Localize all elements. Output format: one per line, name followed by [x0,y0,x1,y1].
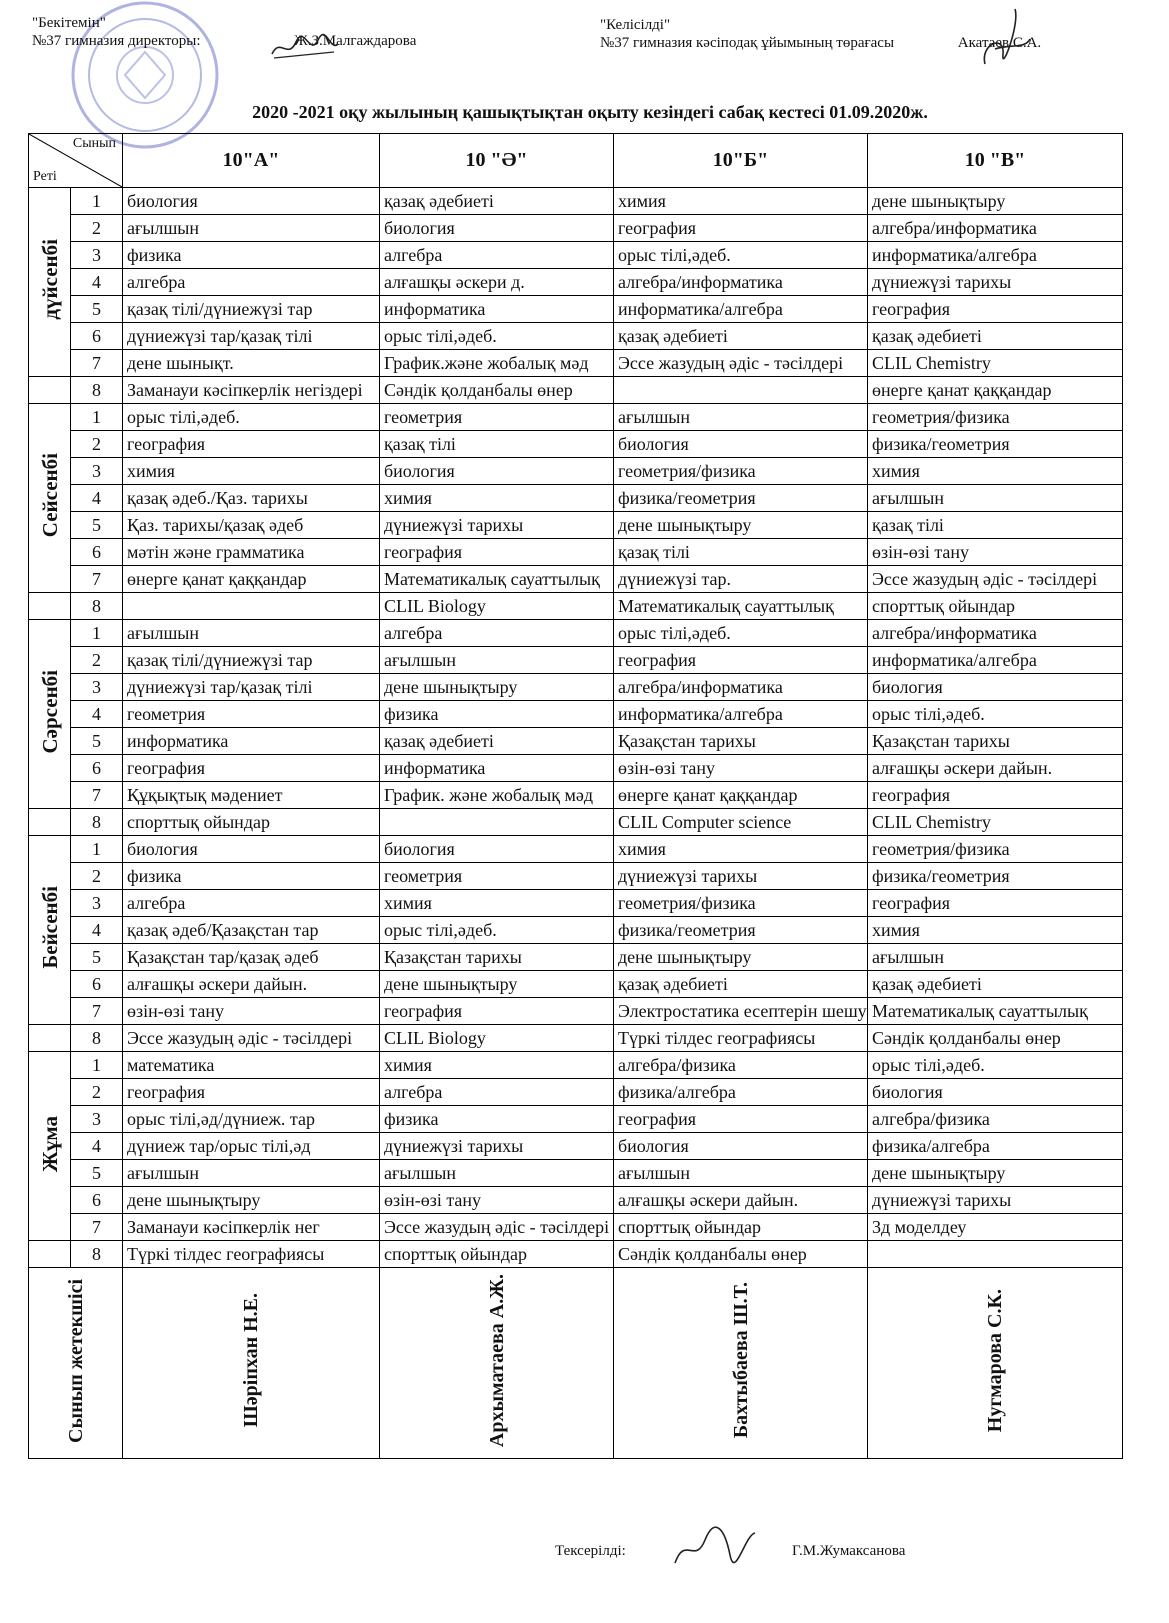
lesson-cell: спорттық ойындар [123,809,380,836]
lesson-number: 2 [71,1079,123,1106]
lesson-cell: өзін-өзі тану [380,1187,614,1214]
lesson-row [29,1241,1123,1268]
lesson-cell: химия [380,485,614,512]
lesson-cell: география [868,890,1123,917]
lesson-cell: қазақ әдеб./Қаз. тарихы [123,485,380,512]
day-cell-extra [29,593,71,620]
lesson-cell: CLIL Biology [380,1025,614,1052]
day-name: Бейсенбі [37,886,62,969]
lesson-cell: CLIL Computer science [614,809,868,836]
schedule-table [28,133,1123,1459]
lesson-cell: химия [614,188,868,215]
lesson-number: 3 [71,890,123,917]
lesson-row [29,512,1123,539]
class-header: 10 "Ә" [380,134,614,188]
lesson-cell: физика/геометрия [868,863,1123,890]
lesson-cell: физика/геометрия [614,485,868,512]
lesson-cell: ағылшын [123,1160,380,1187]
lesson-number: 7 [71,998,123,1025]
lesson-cell: орыс тілі,әд/дүниеж. тар [123,1106,380,1133]
lesson-cell: қазақ әдеб/Қазақстан тар [123,917,380,944]
lesson-cell: ағылшын [614,1160,868,1187]
lesson-cell: Қаз. тарихы/қазақ әдеб [123,512,380,539]
lesson-cell: спорттық ойындар [380,1241,614,1268]
lesson-cell: Эссе жазудың әдіс - тәсілдері [614,350,868,377]
lesson-cell: география [380,539,614,566]
lesson-cell: химия [380,890,614,917]
lesson-cell: қазақ тілі [380,431,614,458]
lesson-cell: геометрия/физика [614,890,868,917]
lesson-cell: Математикалық сауаттылық [614,593,868,620]
lesson-number: 1 [71,620,123,647]
lesson-cell: математика [123,1052,380,1079]
lesson-number: 4 [71,485,123,512]
homeroom-teacher: Архыматаева А.Ж. [485,1273,508,1448]
class-header: 10"Б" [614,134,868,188]
lesson-cell: Математикалық сауаттылық [868,998,1123,1025]
lesson-cell: география [614,1106,868,1133]
homeroom-label: Сынып жетекшісі [64,1278,87,1443]
lesson-cell: химия [614,836,868,863]
lesson-cell: география [123,755,380,782]
day-name: Жұма [37,1115,62,1172]
lesson-row [29,1079,1123,1106]
lesson-number: 6 [71,1187,123,1214]
lesson-row [29,377,1123,404]
lesson-row [29,1052,1123,1079]
lesson-cell: ағылшын [123,215,380,242]
lesson-cell: география [123,1079,380,1106]
lesson-row [29,215,1123,242]
lesson-number: 1 [71,404,123,431]
lesson-cell: дене шынықт. [123,350,380,377]
lesson-row [29,863,1123,890]
lesson-row [29,242,1123,269]
lesson-cell: Қазақстан тарихы [614,728,868,755]
lesson-number: 6 [71,755,123,782]
lesson-row [29,944,1123,971]
lesson-number: 3 [71,674,123,701]
lesson-cell: физика [380,701,614,728]
lesson-cell: орыс тілі,әдеб. [868,701,1123,728]
lesson-number: 1 [71,188,123,215]
lesson-cell: информатика [380,755,614,782]
table-header-row [29,134,1123,188]
lesson-cell: Заманауи кәсіпкерлік нег [123,1214,380,1241]
lesson-row [29,620,1123,647]
lesson-cell: информатика/алгебра [614,701,868,728]
agreement-role: №37 гимназия кәсіподақ ұйымының төрағасы [600,35,895,51]
lesson-cell: геометрия/физика [868,404,1123,431]
homeroom-teacher-cell [868,1268,1123,1459]
lesson-row [29,701,1123,728]
lesson-cell: физика [123,863,380,890]
lesson-row [29,1106,1123,1133]
lesson-cell [123,593,380,620]
lesson-cell: дүниежүзі тар. [614,566,868,593]
lesson-row [29,539,1123,566]
lesson-cell: физика/алгебра [614,1079,868,1106]
lesson-number: 7 [71,1214,123,1241]
lesson-row [29,296,1123,323]
lesson-row [29,998,1123,1025]
lesson-number: 4 [71,917,123,944]
approval-role: №37 гимназия директоры: [32,33,201,49]
lesson-cell: дене шынықтыру [123,1187,380,1214]
lesson-cell: информатика [380,296,614,323]
union-signature [975,4,1035,74]
lesson-cell: Электростатика есептерін шешу [614,998,868,1025]
lesson-cell: геометрия [123,701,380,728]
day-cell [29,188,71,377]
approval-block [32,14,416,50]
lesson-cell: дүниежүзі тарихы [380,512,614,539]
lesson-cell: алгебра/информатика [868,215,1123,242]
lesson-cell: дүниежүзі тарихы [614,863,868,890]
lesson-cell: биология [123,836,380,863]
lesson-number: 7 [71,566,123,593]
lesson-cell: география [868,296,1123,323]
lesson-cell: география [123,431,380,458]
lesson-number: 7 [71,350,123,377]
lesson-number: 2 [71,215,123,242]
lesson-cell: физика/геометрия [614,917,868,944]
lesson-number: 2 [71,863,123,890]
lesson-cell: биология [380,215,614,242]
lesson-cell: қазақ әдебиеті [380,188,614,215]
lesson-row [29,1214,1123,1241]
lesson-cell: алгебра/информатика [614,674,868,701]
lesson-cell: График.және жобалық мәд [380,350,614,377]
lesson-row [29,431,1123,458]
lesson-number: 4 [71,1133,123,1160]
lesson-row [29,404,1123,431]
lesson-row [29,1187,1123,1214]
lesson-cell: дүниежүзі тарихы [868,269,1123,296]
lesson-cell: биология [614,1133,868,1160]
verifier-signature [670,1525,760,1570]
lesson-cell: Сәндік қолданбалы өнер [380,377,614,404]
lesson-cell: қазақ әдебиеті [868,971,1123,998]
day-cell-extra [29,377,71,404]
lesson-cell: дүниежүзі тарихы [380,1133,614,1160]
lesson-cell: химия [868,458,1123,485]
day-cell [29,836,71,1025]
lesson-cell: география [614,647,868,674]
lesson-row [29,188,1123,215]
lesson-row [29,350,1123,377]
lesson-cell: ағылшын [868,944,1123,971]
lesson-cell: қазақ тілі/дүниежүзі тар [123,647,380,674]
lesson-number: 8 [71,809,123,836]
lesson-cell: Қазақстан тар/қазақ әдеб [123,944,380,971]
lesson-number: 5 [71,296,123,323]
lesson-row [29,1160,1123,1187]
lesson-cell: дене шынықтыру [614,944,868,971]
lesson-cell: алгебра/информатика [868,620,1123,647]
lesson-cell: спорттық ойындар [868,593,1123,620]
lesson-cell: биология [868,1079,1123,1106]
lesson-cell: ағылшын [380,647,614,674]
lesson-cell [868,1241,1123,1268]
day-name: Сәрсенбі [37,669,62,754]
lesson-number: 5 [71,1160,123,1187]
lesson-cell: физика [123,242,380,269]
lesson-row [29,728,1123,755]
lesson-cell [614,377,868,404]
lesson-cell: биология [123,188,380,215]
lesson-cell: CLIL Biology [380,593,614,620]
lesson-cell: биология [868,674,1123,701]
lesson-cell: Заманауи кәсіпкерлік негіздері [123,377,380,404]
lesson-cell: алгебра [380,620,614,647]
day-cell-extra [29,1241,71,1268]
lesson-number: 8 [71,1025,123,1052]
lesson-cell: өзін-өзі тану [123,998,380,1025]
corner-cell [29,134,123,188]
lesson-number: 1 [71,836,123,863]
lesson-cell: география [614,215,868,242]
lesson-cell: алгебра/физика [868,1106,1123,1133]
lesson-cell: физика [380,1106,614,1133]
agreement-title: "Келісілді" [600,17,671,33]
lesson-cell: қазақ тілі [614,539,868,566]
lesson-cell: Сәндік қолданбалы өнер [868,1025,1123,1052]
lesson-number: 8 [71,377,123,404]
lesson-number: 4 [71,269,123,296]
corner-class-label: Сынып [72,136,116,151]
lesson-cell: дене шынықтыру [380,971,614,998]
lesson-cell: орыс тілі,әдеб. [380,917,614,944]
lesson-number: 5 [71,944,123,971]
lesson-cell: информатика/алгебра [614,296,868,323]
homeroom-teacher: Нугмарова С.К. [984,1288,1006,1433]
lesson-number: 6 [71,323,123,350]
approval-name: Ж.З.Малгаждарова [294,33,417,49]
lesson-cell: физика/геометрия [868,431,1123,458]
lesson-cell: Түркі тілдес географиясы [123,1241,380,1268]
lesson-number: 3 [71,458,123,485]
lesson-cell: қазақ әдебиеті [614,971,868,998]
lesson-cell: CLIL Chemistry [868,809,1123,836]
lesson-cell: геометрия/физика [614,458,868,485]
lesson-cell: мәтін және грамматика [123,539,380,566]
lesson-cell: дене шынықтыру [868,188,1123,215]
lesson-cell: дене шынықтыру [868,1160,1123,1187]
lesson-cell: Құқықтық мәдениет [123,782,380,809]
lesson-number: 8 [71,593,123,620]
day-cell [29,404,71,593]
lesson-number: 8 [71,1241,123,1268]
lesson-row [29,1133,1123,1160]
director-signature [270,32,340,62]
lesson-cell: химия [123,458,380,485]
homeroom-teacher-cell [123,1268,380,1459]
lesson-row [29,971,1123,998]
lesson-row [29,809,1123,836]
lesson-number: 2 [71,647,123,674]
corner-order-label: Реті [33,169,57,184]
lesson-row [29,674,1123,701]
lesson-row [29,1025,1123,1052]
lesson-cell: өнерге қанат қаққандар [614,782,868,809]
lesson-cell: өзін-өзі тану [868,539,1123,566]
lesson-row [29,458,1123,485]
verified-label: Тексерілді: [555,1543,626,1559]
lesson-cell: информатика/алгебра [868,242,1123,269]
lesson-row [29,836,1123,863]
lesson-cell [380,809,614,836]
lesson-cell: ағылшын [868,485,1123,512]
lesson-cell: Математикалық сауаттылық [380,566,614,593]
day-cell-extra [29,1025,71,1052]
day-cell [29,1052,71,1241]
lesson-row [29,755,1123,782]
lesson-cell: биология [380,836,614,863]
lesson-cell: информатика/алгебра [868,647,1123,674]
lesson-row [29,593,1123,620]
lesson-cell: география [868,782,1123,809]
lesson-number: 4 [71,701,123,728]
lesson-cell: химия [380,1052,614,1079]
lesson-cell: алгебра/физика [614,1052,868,1079]
lesson-cell: ағылшын [380,1160,614,1187]
lesson-cell: Эссе жазудың әдіс - тәсілдері [123,1025,380,1052]
lesson-cell: қазақ әдебиеті [614,323,868,350]
lesson-cell: химия [868,917,1123,944]
homeroom-teacher-cell [380,1268,614,1459]
lesson-cell: дүниежүзі тар/қазақ тілі [123,674,380,701]
lesson-cell: орыс тілі,әдеб. [868,1052,1123,1079]
lesson-cell: Түркі тілдес географиясы [614,1025,868,1052]
homeroom-teacher-cell [614,1268,868,1459]
homeroom-label-cell [29,1268,123,1459]
lesson-cell: 3д моделдеу [868,1214,1123,1241]
lesson-number: 3 [71,1106,123,1133]
lesson-row [29,782,1123,809]
lesson-number: 7 [71,782,123,809]
lesson-cell: қазақ әдебиеті [868,323,1123,350]
lesson-number: 2 [71,431,123,458]
class-header: 10"А" [123,134,380,188]
lesson-row [29,917,1123,944]
lesson-cell: дүниежүзі тарихы [868,1187,1123,1214]
lesson-cell: алғашқы әскери дайын. [868,755,1123,782]
day-cell [29,620,71,809]
class-header: 10 "В" [868,134,1123,188]
lesson-number: 5 [71,728,123,755]
lesson-cell: биология [380,458,614,485]
agreement-name: Акатаев С.А. [957,35,1042,51]
lesson-cell: өнерге қанат қаққандар [123,566,380,593]
lesson-cell: График. және жобалық мәд [380,782,614,809]
lesson-cell: алғашқы әскери дайын. [123,971,380,998]
lesson-cell: Эссе жазудың әдіс - тәсілдері [380,1214,614,1241]
lesson-cell: география [380,998,614,1025]
lesson-cell: қазақ тілі [868,512,1123,539]
lesson-cell: алғашқы әскери д. [380,269,614,296]
lesson-cell: дүниежүзі тар/қазақ тілі [123,323,380,350]
homeroom-teacher: Шәріпхан Н.Е. [240,1293,262,1428]
lesson-number: 1 [71,1052,123,1079]
lesson-cell: Қазақстан тарихы [380,944,614,971]
lesson-cell: алгебра [123,890,380,917]
lesson-cell: геометрия/физика [868,836,1123,863]
lesson-row [29,269,1123,296]
lesson-cell: қазақ әдебиеті [380,728,614,755]
lesson-row [29,890,1123,917]
lesson-cell: геометрия [380,404,614,431]
homeroom-row [29,1268,1123,1459]
homeroom-teacher: Бахтыбаева Ш.Т. [729,1282,752,1439]
approval-title: "Бекітемін" [32,15,106,31]
lesson-row [29,647,1123,674]
lesson-cell: алгебра [380,1079,614,1106]
lesson-cell: алғашқы әскери дайын. [614,1187,868,1214]
lesson-row [29,485,1123,512]
lesson-number: 5 [71,512,123,539]
lesson-cell: дене шынықтыру [380,674,614,701]
lesson-cell: ағылшын [614,404,868,431]
day-name: дүйсенбі [37,239,62,320]
lesson-cell: өнерге қанат қаққандар [868,377,1123,404]
lesson-cell: Сәндік қолданбалы өнер [614,1241,868,1268]
lesson-row [29,323,1123,350]
lesson-cell: қазақ тілі/дүниежүзі тар [123,296,380,323]
lesson-row [29,566,1123,593]
day-cell-extra [29,809,71,836]
lesson-cell: биология [614,431,868,458]
lesson-cell: өзін-өзі тану [614,755,868,782]
lesson-cell: ағылшын [123,620,380,647]
lesson-cell: физика/алгебра [868,1133,1123,1160]
lesson-cell: дене шынықтыру [614,512,868,539]
lesson-cell: алгебра [123,269,380,296]
lesson-cell: орыс тілі,әдеб. [614,620,868,647]
lesson-cell: Қазақстан тарихы [868,728,1123,755]
lesson-cell: алгебра [380,242,614,269]
lesson-number: 6 [71,971,123,998]
lesson-cell: орыс тілі,әдеб. [123,404,380,431]
lesson-number: 6 [71,539,123,566]
lesson-cell: спорттық ойындар [614,1214,868,1241]
lesson-cell: алгебра/информатика [614,269,868,296]
lesson-number: 3 [71,242,123,269]
lesson-cell: орыс тілі,әдеб. [614,242,868,269]
lesson-cell: CLIL Chemistry [868,350,1123,377]
verified-name: Г.М.Жумаксанова [792,1543,906,1559]
lesson-cell: информатика [123,728,380,755]
lesson-cell: Эссе жазудың әдіс - тәсілдері [868,566,1123,593]
lesson-cell: геометрия [380,863,614,890]
schedule-title: 2020 -2021 оқу жылының қашықтықтан оқыту кезіндегі сабақ кестесі 01.09.2020ж. [252,102,928,122]
lesson-cell: орыс тілі,әдеб. [380,323,614,350]
lesson-cell: дүниеж тар/орыс тілі,әд [123,1133,380,1160]
day-name: Сейсенбі [37,453,62,538]
